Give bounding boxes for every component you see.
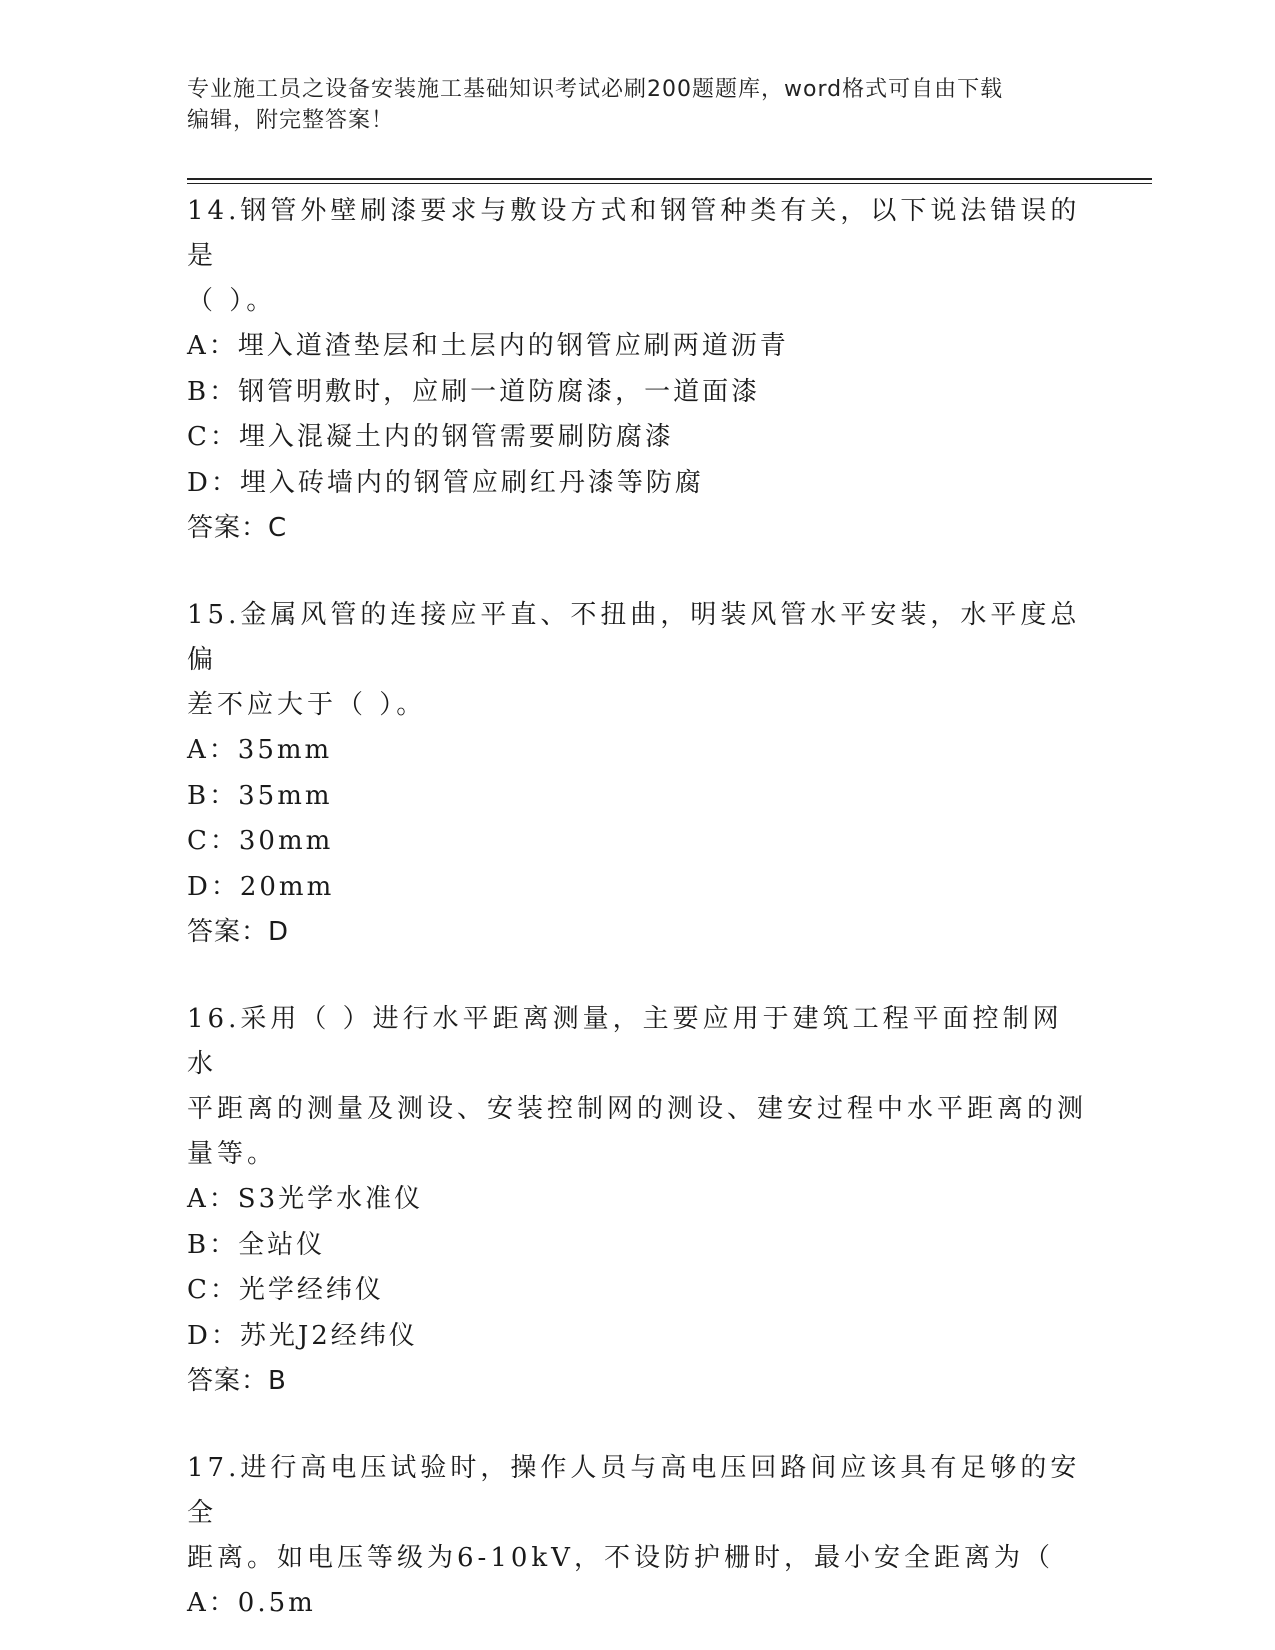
- question-stem-line: 16.采用（ ）进行水平距离测量，主要应用于建筑工程平面控制网水: [187, 1004, 1063, 1079]
- option-d: D：埋入砖墙内的钢管应刷红丹漆等防腐: [187, 467, 704, 498]
- answer-line: 答案：D: [187, 917, 290, 947]
- header-divider-thick: [187, 178, 1152, 180]
- question-15: [187, 593, 1087, 954]
- answer-line: 答案：C: [187, 513, 288, 543]
- question-stem-line: 距离。如电压等级为6-10kV，不设防护栅时，最小安全距离为（: [187, 1543, 1054, 1573]
- option-c: C：30mm: [187, 826, 334, 856]
- answer-line: 答案：B: [187, 1366, 287, 1396]
- option-b: B：全站仪: [187, 1229, 326, 1260]
- question-spacer: [187, 550, 1087, 593]
- question-14: [187, 189, 1087, 550]
- header-line-2: 编辑，附完整答案！: [187, 108, 395, 133]
- header-divider-thin: [187, 183, 1152, 184]
- option-c: C：光学经纬仪: [187, 1275, 384, 1305]
- option-a: A：埋入道渣垫层和土层内的钢管应刷两道沥青: [187, 331, 789, 361]
- question-spacer: [187, 954, 1087, 997]
- document-header: [187, 74, 1087, 136]
- option-d: D：苏光J2经纬仪: [187, 1320, 418, 1351]
- question-stem-line: （ ）。: [187, 286, 277, 316]
- question-stem-line: 17.进行高电压试验时，操作人员与高电压回路间应该具有足够的安全: [187, 1453, 1081, 1528]
- question-stem-line: 15.金属风管的连接应平直、不扭曲，明装风管水平安装，水平度总偏: [187, 600, 1081, 675]
- option-c: C：埋入混凝土内的钢管需要刷防腐漆: [187, 422, 674, 452]
- header-line-1: 专业施工员之设备安装施工基础知识考试必刷200题题库，word格式可自由下载: [187, 77, 1004, 102]
- question-stem-line: 平距离的测量及测设、安装控制网的测设、建安过程中水平距离的测: [187, 1094, 1088, 1124]
- question-17: [187, 1446, 1087, 1627]
- question-stem-line: 14.钢管外壁刷漆要求与敷设方式和钢管种类有关，以下说法错误的是: [187, 196, 1081, 271]
- option-a: A：S3光学水准仪: [187, 1184, 424, 1214]
- option-a: A：0.5m: [187, 1588, 316, 1618]
- option-a: A：35mm: [187, 735, 333, 765]
- option-b: B：钢管明敷时，应刷一道防腐漆，一道面漆: [187, 376, 761, 407]
- question-16: [187, 997, 1087, 1403]
- option-b: B：35mm: [187, 780, 333, 811]
- question-spacer: [187, 1403, 1087, 1446]
- question-stem-line: 差不应大于（ ）。: [187, 690, 427, 720]
- question-stem-line: 量等。: [187, 1139, 278, 1169]
- option-d: D：20mm: [187, 871, 335, 902]
- question-list: [187, 189, 1087, 1627]
